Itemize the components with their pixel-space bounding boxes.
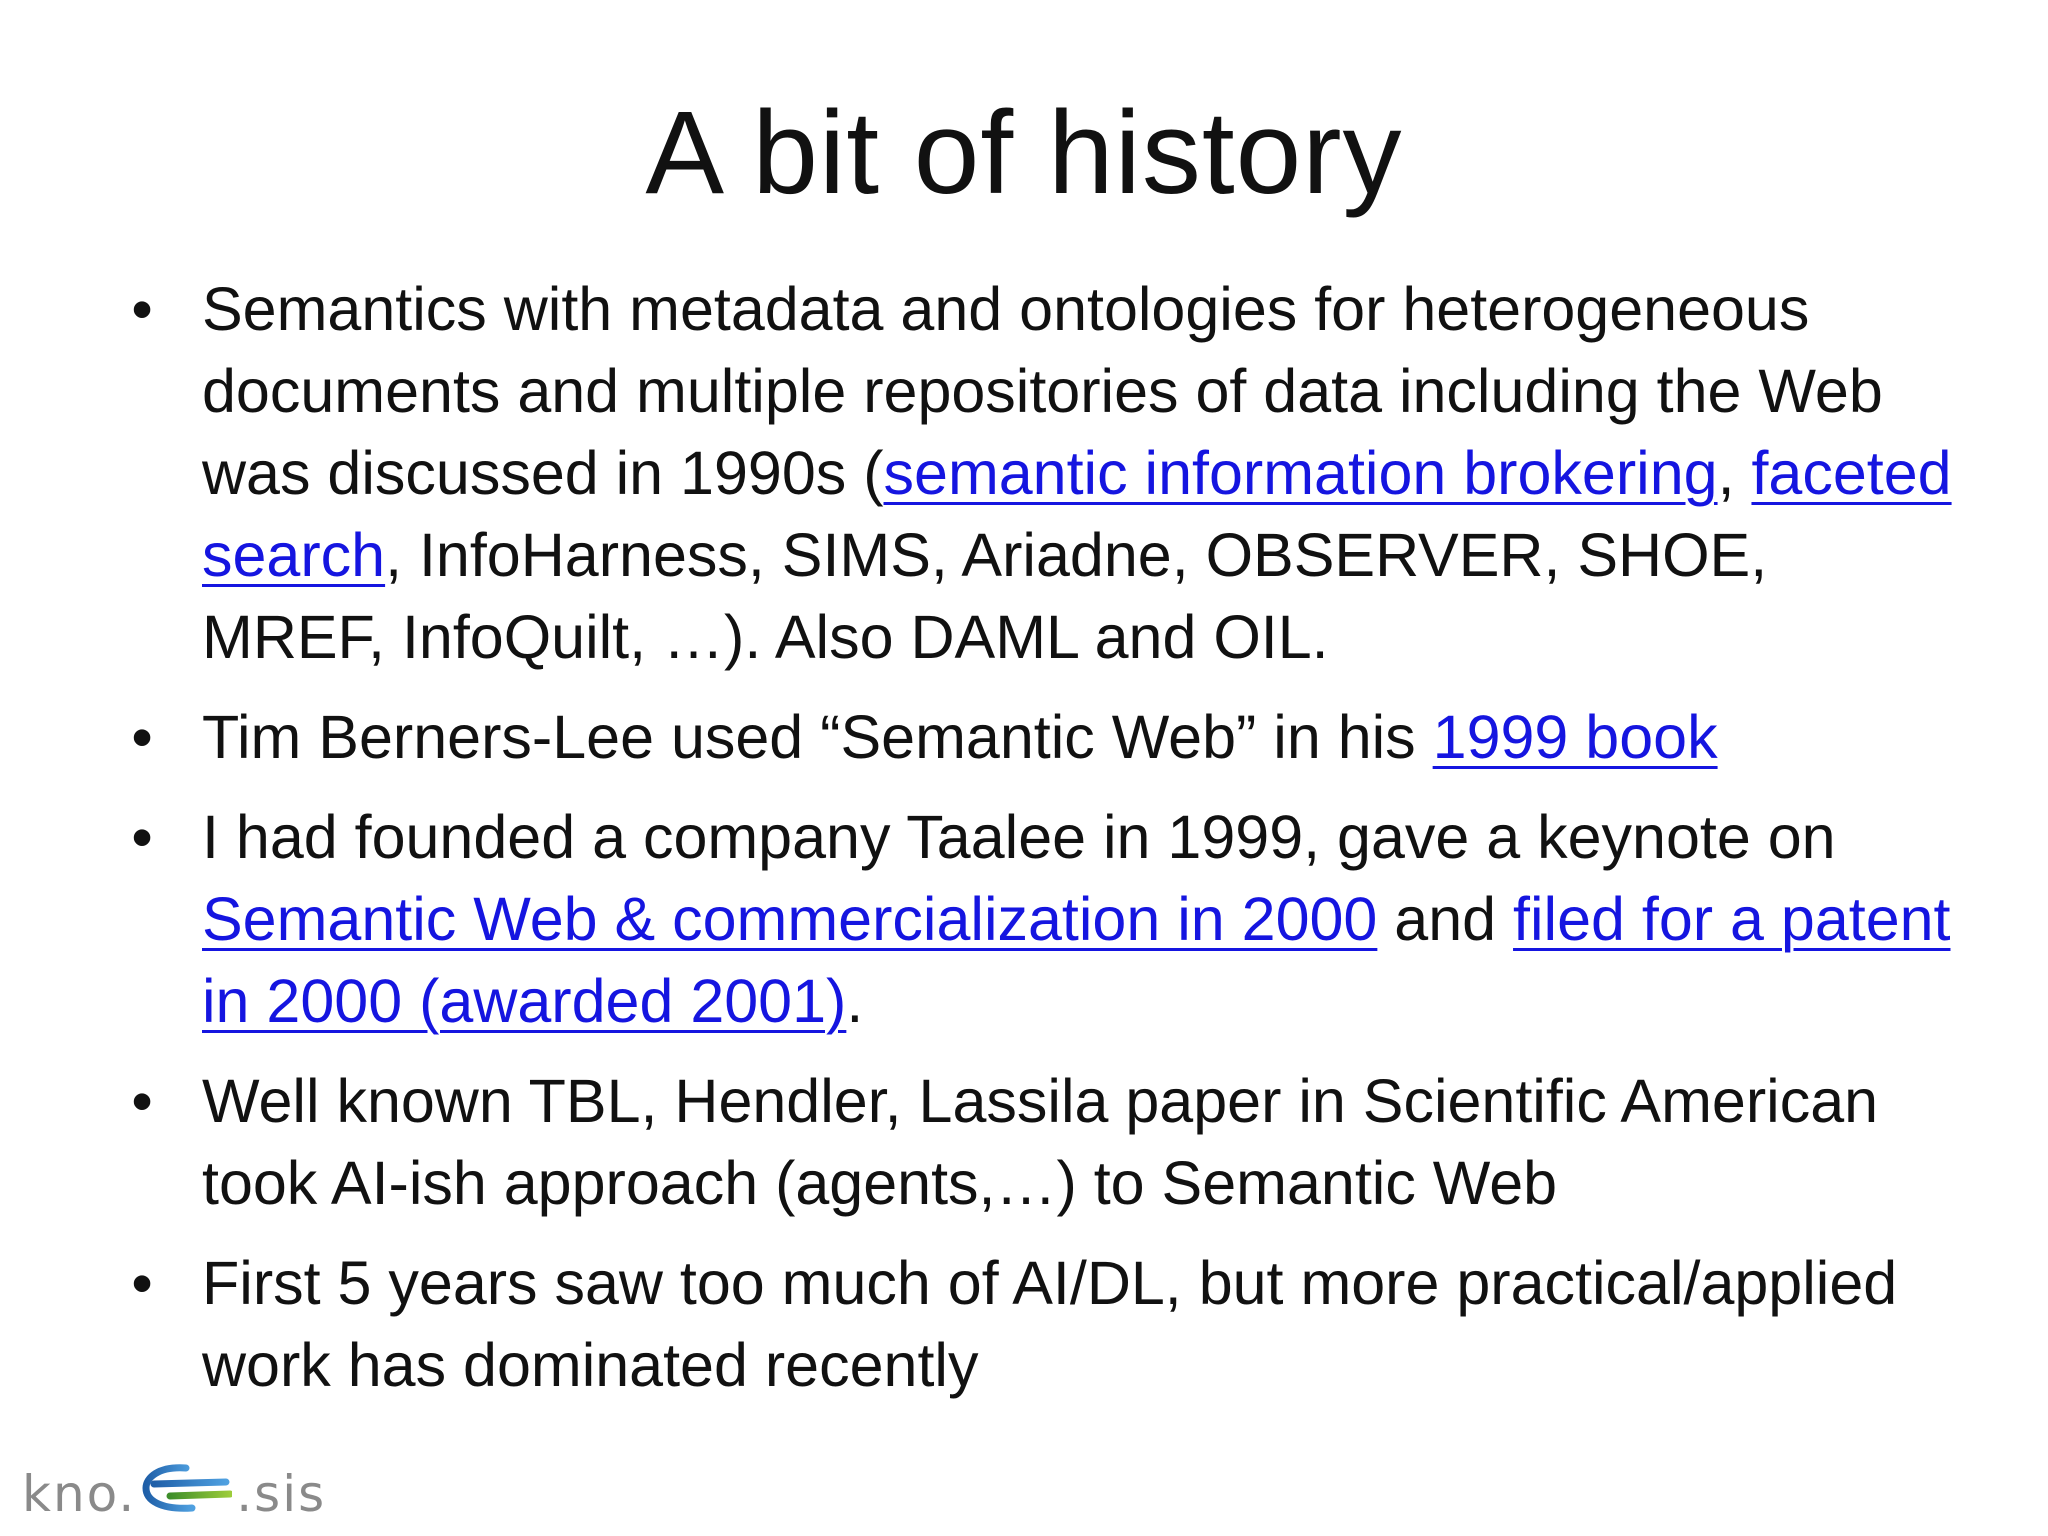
bullet-icon: • [131, 803, 153, 871]
bullet-item [122, 1060, 1952, 1224]
logo-text-left: kno. [22, 1465, 137, 1523]
bullet-text: First 5 years saw too much of AI/DL, but more practical/applied work has dominated recently [202, 1249, 1898, 1399]
bullet-text [202, 803, 1951, 1035]
bullet-icon: • [131, 1067, 153, 1135]
knoesis-logo [22, 1464, 326, 1524]
link-1999-book[interactable]: 1999 book [1432, 703, 1718, 771]
link-semantic-web-commercialization[interactable]: Semantic Web & commercialization in 2000 [202, 885, 1378, 953]
slide-title: A bit of history [645, 87, 1403, 219]
link-patent-2000[interactable]: filed for a patent in 2000 (awarded 2001) [202, 885, 1951, 1035]
bullet-item [122, 268, 1952, 678]
text-segment: Tim Berners-Lee used “Semantic Web” in his [202, 703, 1433, 771]
bullet-item [122, 1242, 1952, 1406]
text-segment: I had founded a company Taalee in 1999, gave a keynote on [202, 803, 1836, 871]
bullet-text: Well known TBL, Hendler, Lassila paper in Scientific American took AI-ish approach (agents,…) to Semantic Web [202, 1067, 1879, 1217]
link-semantic-information-brokering[interactable]: semantic information brokering [883, 439, 1718, 507]
bullet-icon: • [131, 1249, 153, 1317]
text-segment: Semantics with metadata and ontologies for heterogeneous documents and multiple repositories of data including the Web was discussed in 1990s ( [202, 275, 1883, 507]
link-faceted-search[interactable]: faceted search [202, 439, 1952, 589]
bullet-list [122, 268, 1952, 1424]
bullet-icon: • [131, 703, 153, 771]
bullet-text [202, 703, 1718, 771]
text-segment: and [1377, 885, 1514, 953]
bullet-item [122, 796, 1952, 1042]
bullet-icon: • [131, 275, 153, 343]
text-segment: , InfoHarness, SIMS, Ariadne, OBSERVER, SHOE, MREF, InfoQuilt, …). Also DAML and OIL. [202, 521, 1768, 671]
logo-e-icon [140, 1462, 232, 1526]
text-segment: , [1717, 439, 1752, 507]
text-segment: . [846, 967, 864, 1035]
bullet-item [122, 696, 1952, 778]
logo-text-right: .sis [236, 1465, 327, 1523]
bullet-text [202, 275, 1952, 671]
